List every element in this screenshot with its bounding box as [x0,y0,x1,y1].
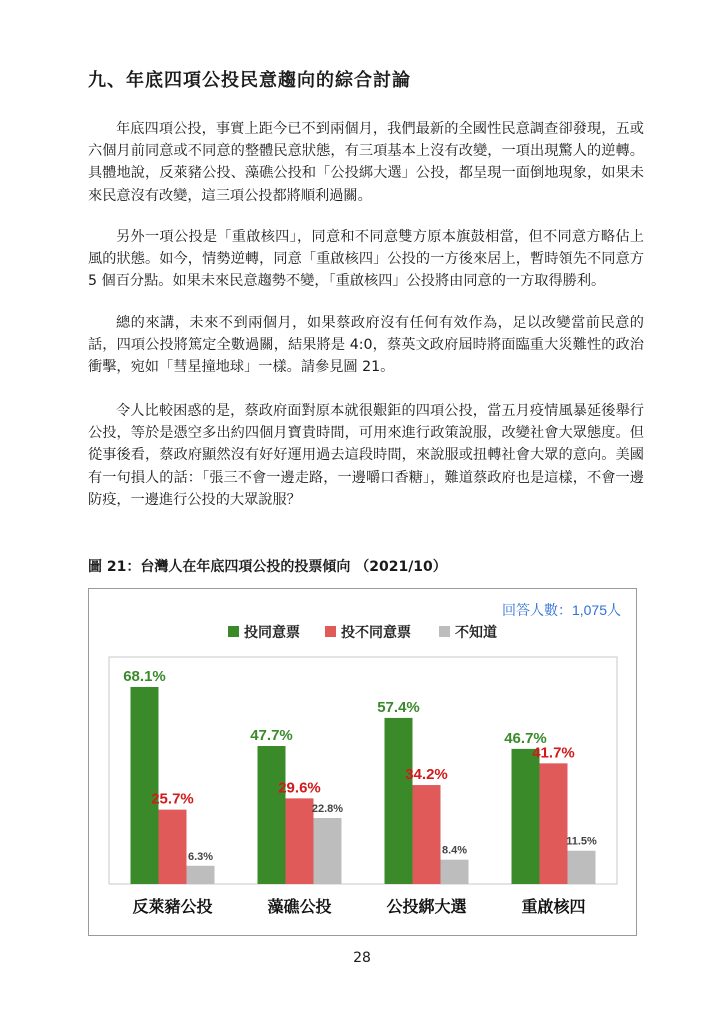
legend-swatch-2 [325,626,336,637]
category-label-2: 藻礁公投 [267,899,332,916]
category-label-1: 反萊豬公投 [132,899,213,916]
bar-4-3 [568,851,596,884]
bar-1-2 [159,810,187,884]
data-label-3-3: 8.4% [441,844,468,857]
legend-swatch-3 [439,626,450,637]
data-label-3-2: 34.2% [405,766,448,784]
data-label-1-2: 25.7% [151,790,194,808]
legend-swatch-1 [228,626,239,637]
data-label-4-1: 46.7% [504,729,547,747]
legend-label-1: 投同意票 [244,624,300,640]
bar-3-1 [385,718,413,884]
bar-3-2 [413,785,441,884]
paragraph-1: 年底四項公投，事實上距今已不到兩個月，我們最新的全國性民意調查卻發現，五或六個月前同意或不同意的整體民意狀態，有三項基本上沒有改變，一項出現驚人的逆轉。具體地說，反萊豬公投、藻礁公投和「公投綁大選」公投，都呈現一面倒地現象，如果未來民意沒有改變，這三項公投都將順利過關。 [88,121,644,204]
data-label-2-3: 22.8% [311,803,344,816]
data-label-4-2: 41.7% [532,744,575,762]
section-heading: 九、年底四項公投民意趨向的綜合討論 [88,70,411,91]
bar-2-3 [314,818,342,884]
figure-caption: 圖 21：台灣人在年底四項公投的投票傾向 （2021/10） [88,559,447,575]
category-label-3: 公投綁大選 [386,899,467,916]
data-label-3-1: 57.4% [377,698,420,716]
respondents-note: 回答人數：1,075人 [501,602,621,618]
bar-4-1 [512,749,540,884]
chart-frame [88,588,637,936]
data-label-2-1: 47.7% [250,726,293,744]
paragraph-2: 另外一項公投是「重啟核四」，同意和不同意雙方原本旗鼓相當，但不同意方略佔上風的狀態。如今，情勢逆轉，同意「重啟核四」公投的一方後來居上，暫時領先不同意方 5 個百分點。如果未來民意趨勢不變，「重啟核四」公投將由同意的一方取得勝利。 [88,229,644,290]
data-label-1-1: 68.1% [123,667,166,685]
paragraph-4: 令人比較困惑的是，蔡政府面對原本就很艱鉅的四項公投，當五月疫情風暴延後舉行公投，等於是憑空多出約四個月寶貴時間，可用來進行政策說服，改變社會大眾態度。但從事後看，蔡政府顯然沒有好好運用過去這段時間，來說服或扭轉社會大眾的意向。美國有一句損人的話：「張三不會一邊走路，一邊嚼口香糖」，難道蔡政府也是這樣，不會一邊防疫，一邊進行公投的大眾說服？ [88,403,644,508]
bar-chart [89,589,636,935]
page-number: 28 [353,950,371,966]
legend-label-2: 投不同意票 [341,624,411,640]
category-label-4: 重啟核四 [521,899,586,916]
data-label-1-3: 6.3% [187,850,214,863]
data-label-4-3: 11.5% [566,835,597,848]
data-label-2-2: 29.6% [278,779,321,797]
bar-1-3 [187,866,215,884]
bar-1-1 [131,687,159,884]
bar-3-3 [441,860,469,884]
paragraph-3: 總的來講，未來不到兩個月，如果蔡政府沒有任何有效作為，足以改變當前民意的話，四項公投將篤定全數過關，結果將是 4:0，蔡英文政府屆時將面臨重大災難性的政治衝擊，宛如「彗星撞地球」一樣。請參見圖 21。 [88,315,644,376]
bar-2-1 [258,746,286,884]
bar-4-2 [540,763,568,884]
bar-2-2 [286,798,314,884]
legend-label-3: 不知道 [455,624,497,640]
